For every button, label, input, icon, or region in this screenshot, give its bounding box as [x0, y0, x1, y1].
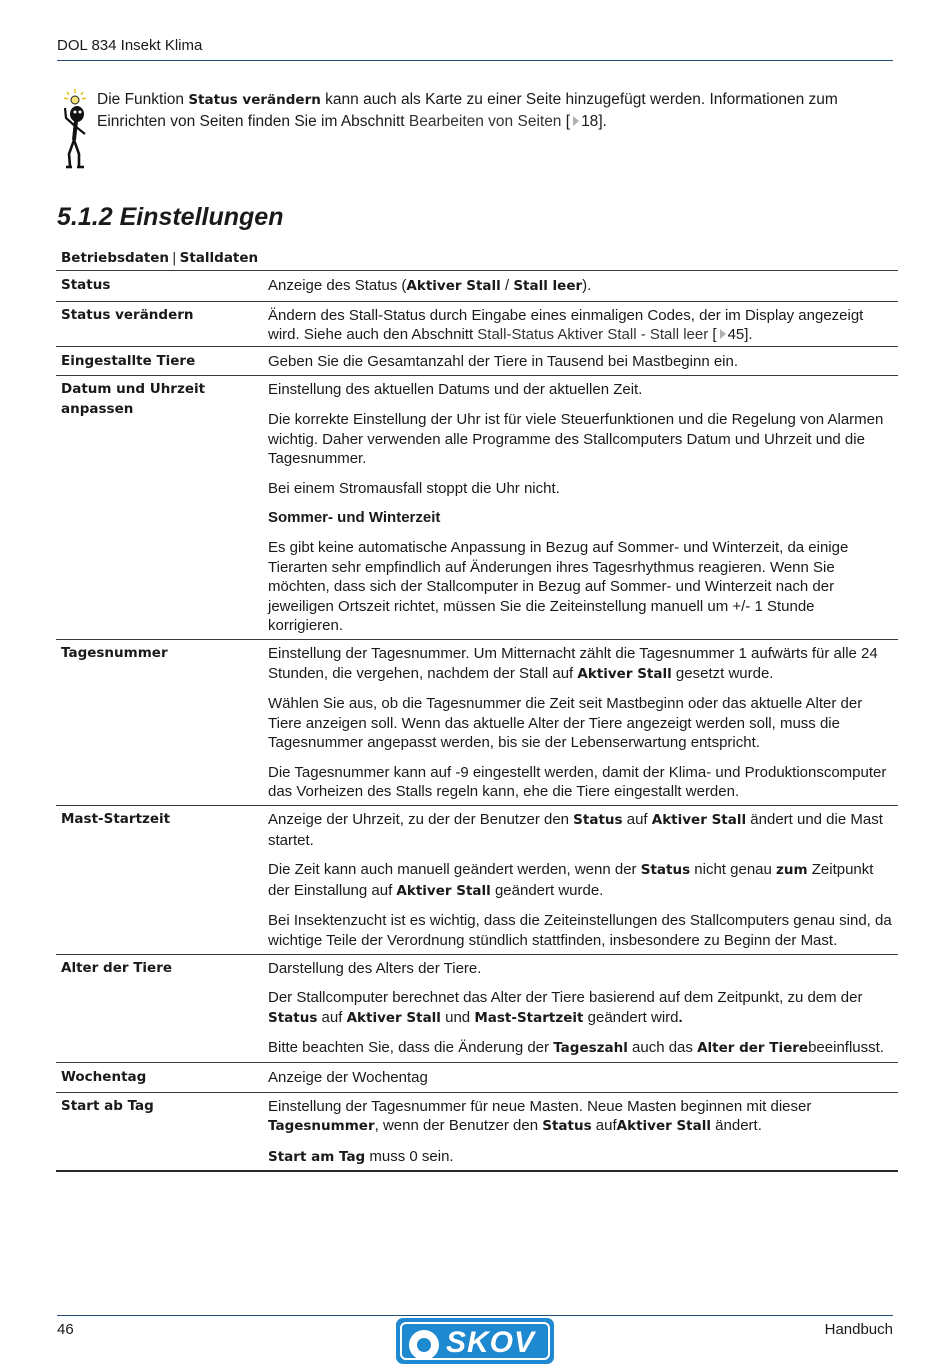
page-ref-arrow-icon	[573, 116, 579, 126]
table-row-animals	[56, 346, 898, 376]
row-description: Geben Sie die Gesamtanzahl der Tiere in Tausend bei Mastbeginn ein.	[263, 346, 898, 376]
header-divider	[57, 60, 893, 61]
row-description: Ändern des Stall-Status durch Eingabe eines einmaligen Codes, der im Display angezeigt wird. Siehe auch den Abschnitt Stall-Status Aktiver Stall - Stall leer [ 45].	[263, 301, 898, 346]
row-label: Datum und Uhrzeit anpassen	[56, 376, 263, 640]
page-ref[interactable]: 45	[727, 326, 745, 344]
table-row-age	[56, 954, 898, 1062]
row-description: Anzeige der Wochentag	[263, 1063, 898, 1093]
row-label: Status verändern	[56, 301, 263, 346]
skov-mark-icon	[409, 1330, 439, 1360]
page-ref[interactable]: 18	[581, 113, 599, 130]
table-row-datetime	[56, 376, 898, 640]
row-description: Darstellung des Alters der Tiere. Der Stallcomputer berechnet das Alter der Tiere basierend auf dem Zeitpunkt, zu dem der Status auf Aktiver Stall und Mast-Startzeit geändert wird. Bitte beachten Sie, dass die Änderung der Tageszahl auch das Alter der Tierebeeinflusst.	[263, 954, 898, 1062]
row-description: Einstellung der Tagesnummer für neue Masten. Neue Masten beginnen mit dieser Tagesnummer, wenn der Benutzer den Status aufAktiver Stall ändert. Start am Tag muss 0 sein.	[263, 1092, 898, 1171]
link-bearbeiten-von-seiten[interactable]: Bearbeiten von Seiten	[408, 113, 562, 130]
row-label: Tagesnummer	[56, 639, 263, 805]
row-label: Status	[56, 271, 263, 302]
table-row-status-change	[56, 301, 898, 346]
table-row-weekday	[56, 1063, 898, 1093]
row-description: Einstellung des aktuellen Datums und der aktuellen Zeit. Die korrekte Einstellung der Uhr ist für viele Steuerfunktionen und die Regelung von Alarmen wichtig. Daher verwenden alle Programme des Stallcomputers Datum und Uhrzeit und die Tagesnummer. Bei einem Stromausfall stoppt die Uhr nicht. Sommer- und Winterzeit Es gibt keine automatische Anpassung in Bezug auf Sommer- und Winterzeit, da einige Tierarten sehr empfindlich auf Änderungen ihres Tagesrhythmus reagieren. Wenn Sie möchten, dass sich der Stallcomputer in Bezug auf Sommer- und Winterzeit nach der jeweiligen Ortszeit richtet, müssen Sie die Zeiteinstellung manuell um +/- 1 Stunde korrigieren.	[263, 376, 898, 640]
breadcrumb: Betriebsdaten | Stalldaten	[61, 250, 259, 266]
row-label: Mast-Startzeit	[56, 806, 263, 955]
row-label: Wochentag	[56, 1063, 263, 1093]
table-row-start-time	[56, 806, 898, 955]
page-number: 46	[57, 1321, 74, 1338]
footer-label: Handbuch	[824, 1321, 893, 1338]
link-stall-status[interactable]: Stall-Status Aktiver Stall - Stall leer	[477, 326, 709, 344]
section-heading: 5.1.2 Einstellungen	[57, 203, 284, 231]
skov-logo	[396, 1318, 554, 1366]
row-label: Alter der Tiere	[56, 954, 263, 1062]
info-note: Die Funktion Status verändern kann auch als Karte zu einer Seite hinzugefügt werden. Informationen zum Einrichten von Seiten finden Sie im Abschnitt Bearbeiten von Seiten [ 18].	[97, 91, 838, 130]
row-label: Start ab Tag	[56, 1092, 263, 1171]
idea-figure-icon	[60, 88, 92, 170]
row-description: Anzeige des Status (Aktiver Stall / Stall leer).	[263, 271, 898, 302]
row-description: Anzeige der Uhrzeit, zu der der Benutzer den Status auf Aktiver Stall ändert und die Mast startet. Die Zeit kann auch manuell geändert werden, wenn der Status nicht genau zum Zeitpunkt der Einstallung auf Aktiver Stall geändert wurde. Bei Insektenzucht ist es wichtig, dass die Zeiteinstellungen des Stallcomputers genau sind, da wichtige Teile der Verordnung stündlich stattfinden, insbesondere zu Beginn der Mast.	[263, 806, 898, 955]
settings-table	[56, 270, 898, 1172]
note-bold-term: Status verändern	[188, 92, 321, 108]
table-row-daynumber	[56, 639, 898, 805]
subheading: Sommer- und Winterzeit	[268, 509, 441, 527]
row-label: Eingestallte Tiere	[56, 346, 263, 376]
document-title: DOL 834 Insekt Klima	[57, 37, 203, 54]
footer-divider	[57, 1315, 893, 1316]
row-description: Einstellung der Tagesnummer. Um Mitternacht zählt die Tagesnummer 1 aufwärts für alle 24 Stunden, die vergehen, nachdem der Stall auf Aktiver Stall gesetzt wurde. Wählen Sie aus, ob die Tagesnummer die Zeit seit Mastbeginn oder das aktuelle Alter der Tiere anzeigen soll. Wenn das aktuelle Alter der Tiere angezeigt werden soll, muss die Tagesnummer angepasst werden, bis sie der Lebenserwartung entspricht. Die Tagesnummer kann auf -9 eingestellt werden, damit der Klima- und Produktionscomputer das Vorheizen des Stalls regeln kann, ehe die Tiere eingestallt werden.	[263, 639, 898, 805]
page-ref-arrow-icon	[720, 329, 726, 339]
table-row-start-day	[56, 1092, 898, 1171]
logo-text: SKOV	[446, 1326, 536, 1359]
table-row-status	[56, 271, 898, 302]
